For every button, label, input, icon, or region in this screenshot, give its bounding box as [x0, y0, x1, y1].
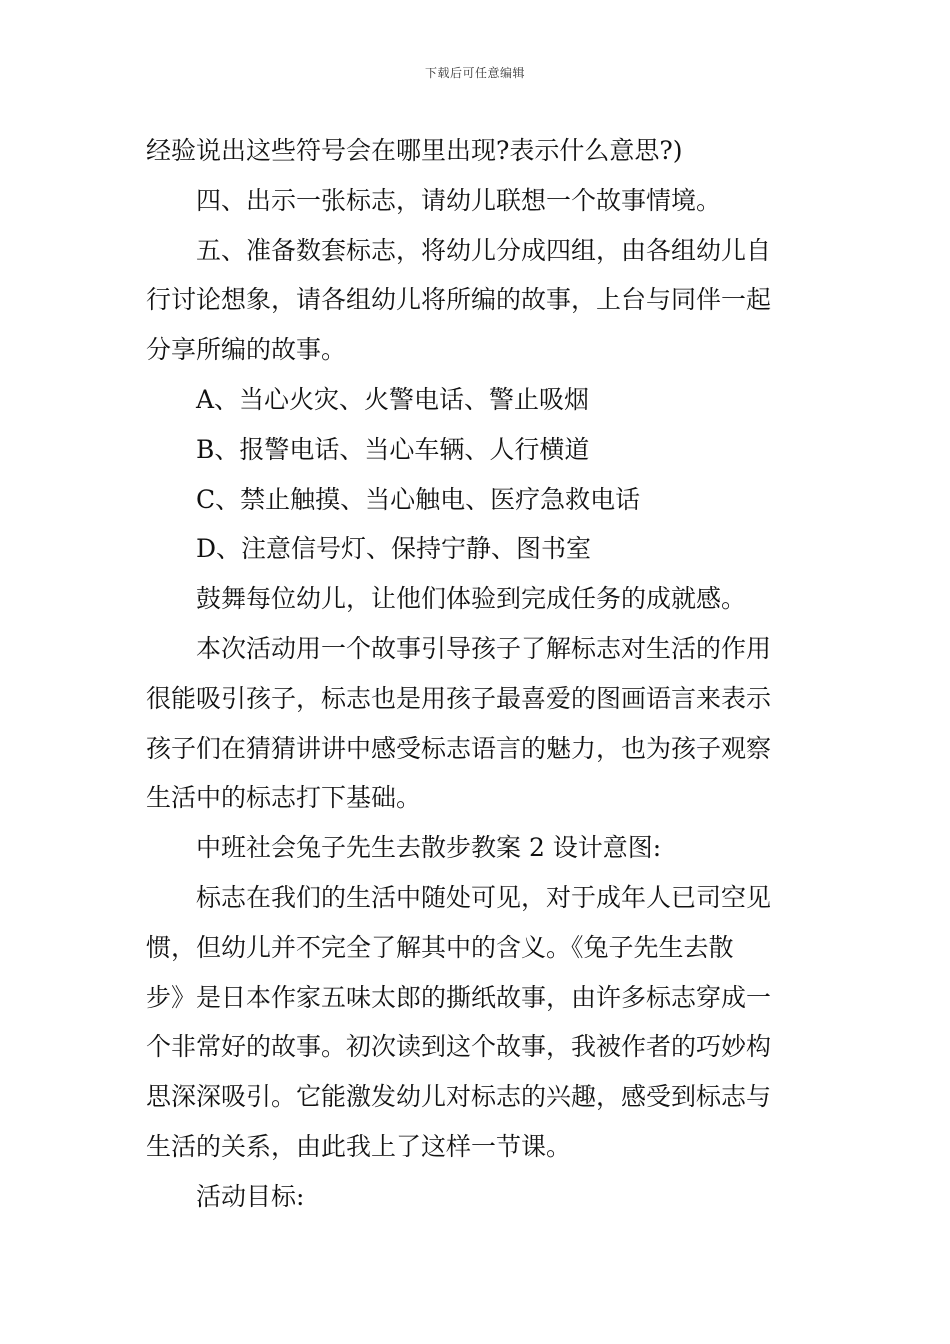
text-line: 本次活动用一个故事引导孩子了解标志对生活的作用 [196, 633, 772, 663]
text-line: 标志在我们的生活中随处可见，对于成年人已司空见 [196, 882, 772, 912]
text-line: 鼓舞每位幼儿，让他们体验到完成任务的成就感。 [196, 584, 747, 614]
text-line: 个非常好的故事。初次读到这个故事，我被作者的巧妙构 [146, 1032, 772, 1062]
list-item-b: B、报警电话、当心车辆、人行横道 [196, 434, 590, 464]
text-line: 生活中的标志打下基础。 [146, 783, 422, 813]
list-item-c: C、禁止触摸、当心触电、医疗急救电话 [196, 484, 641, 514]
text-line: 五、准备数套标志，将幼儿分成四组，由各组幼儿自 [196, 235, 772, 265]
document-body [146, 126, 810, 1222]
text-line: 经验说出这些符号会在哪里出现?表示什么意思?) [146, 136, 683, 165]
text-line: 孩子们在猜猜讲讲中感受标志语言的魅力，也为孩子观察 [146, 733, 772, 763]
text-line: 行讨论想象，请各组幼儿将所编的故事，上台与同伴一起 [146, 285, 772, 315]
list-item-a: A、当心火灾、火警电话、警止吸烟 [196, 384, 590, 414]
text-line: 很能吸引孩子，标志也是用孩子最喜爱的图画语言来表示 [146, 683, 772, 713]
page-header-note: 下载后可任意编辑 [424, 66, 525, 80]
list-item-d: D、注意信号灯、保持宁静、图书室 [196, 534, 592, 564]
text-line: 生活的关系，由此我上了这样一节课。 [146, 1131, 572, 1161]
text-line: 四、出示一张标志，请幼儿联想一个故事情境。 [196, 185, 722, 215]
section-heading: 活动目标: [196, 1181, 305, 1211]
text-line: 惯，但幼儿并不完全了解其中的含义。《兔子先生去散 [146, 932, 734, 962]
text-line: 分享所编的故事。 [146, 335, 347, 365]
text-line: 步》是日本作家五味太郎的撕纸故事，由许多标志穿成一 [146, 982, 772, 1012]
section-heading: 中班社会兔子先生去散步教案 2 设计意图: [196, 833, 662, 863]
text-line: 思深深吸引。它能激发幼儿对标志的兴趣，感受到标志与 [146, 1082, 772, 1112]
